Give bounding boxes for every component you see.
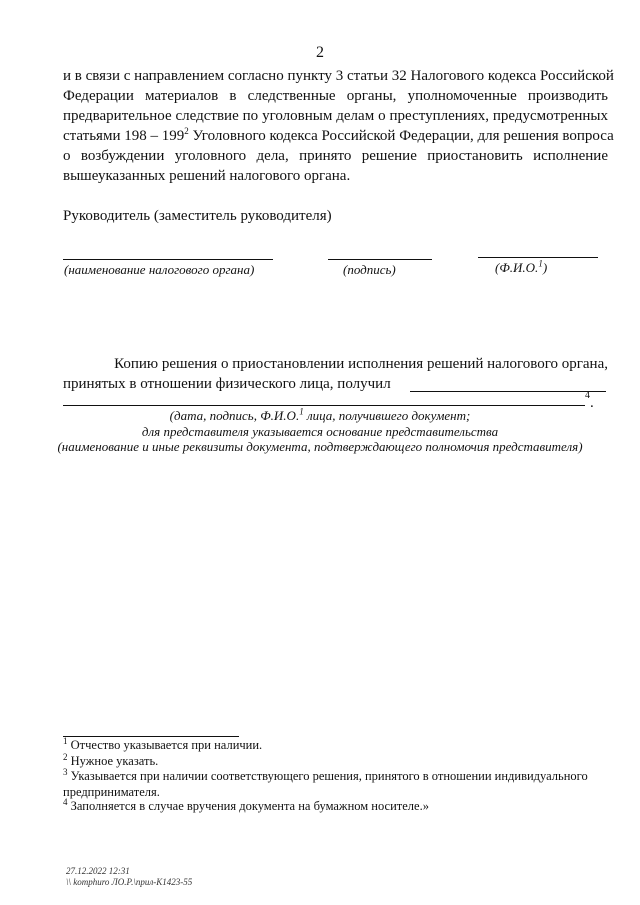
caption-org: (наименование налогового органа) [64,262,255,277]
paragraph-line-tail: Уголовного кодекса Российской Федерации, для решения вопроса [188,128,614,144]
caption-signature: (подпись) [343,262,396,277]
receipt-caption-tail: лица, получившего документ; [303,408,471,423]
caption-fio-text: (Ф.И.О. [495,260,539,275]
paragraph-line: предварительное следствие по уголовным делам о преступлениях, предусмотренных [63,108,608,124]
copy-receipt-line2: принятых в отношении физического лица, получил [63,376,391,392]
footnote-text: Нужное указать. [67,754,159,768]
receipt-caption-text: (дата, подпись, Ф.И.О. [169,408,300,423]
footnote-ref: 2 [184,126,189,136]
end-period: . [590,395,594,411]
footnote-text: Отчество указывается при наличии. [67,738,263,752]
footnote-text: предпринимателя. [63,785,160,799]
footnote-number: 2 [63,751,68,762]
org-underline [63,259,273,260]
footer-path: \\ komphuro ЛО.Р.\прил-К1423-55 [66,877,193,887]
paragraph-line [63,126,614,146]
body-paragraph [63,66,614,186]
footnote-number: 4 [63,796,68,807]
footnote-number: 1 [63,735,68,746]
paragraph-line: Федерации материалов в следственные органы, уполномоченные производить [63,88,608,104]
footnote [63,798,429,814]
footnote [63,768,588,784]
recipient-underline-2 [63,405,585,406]
footnote-ref: 1 [299,406,304,417]
receipt-caption [0,408,640,424]
page-number: 2 [316,44,324,61]
footnote-text: Заполняется в случае вручения документа на бумажном носителе.» [67,799,429,813]
paragraph-line: о возбуждении уголовного дела, принято решение приостановить исполнение [63,148,608,164]
copy-receipt-line1: Копию решения о приостановлении исполнения решений налогового органа, [114,356,608,372]
caption-fio-close: ) [542,260,548,275]
footnote [63,737,262,753]
footnote-text: Указывается при наличии соответствующего решения, принятого в отношении индивидуального [67,769,588,783]
footer-date: 27.12.2022 12:31 [66,866,130,876]
paragraph-line: и в связи с направлением согласно пункту 3 статьи 32 Налогового кодекса Российской [63,68,614,84]
footnote [63,753,158,769]
caption-fio [495,260,547,276]
footnote-ref: 1 [538,258,543,269]
recipient-underline [410,391,606,392]
footnote-number: 3 [63,766,68,777]
footnote-ref: 4 [585,390,590,401]
representative-caption: для представителя указывается основание представительства [141,424,499,439]
signature-underline [328,259,432,260]
representative-document-caption: (наименование и иные реквизиты документа, подтверждающего полномочия представителя) [57,439,583,454]
signatory-title: Руководитель (заместитель руководителя) [63,208,332,224]
article-range: статьями 198 – 199 [63,128,185,144]
paragraph-line: вышеуказанных решений налогового органа. [63,168,351,184]
